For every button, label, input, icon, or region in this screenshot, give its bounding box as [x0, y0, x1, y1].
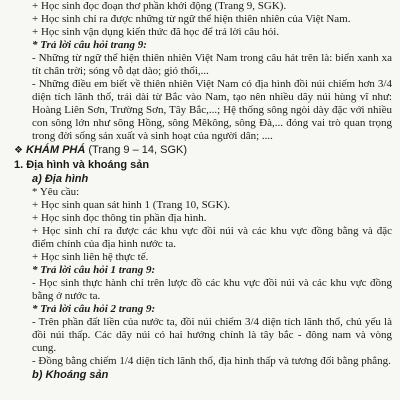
- paragraph: - Những từ ngữ thể hiện thiên nhiên Việt Nam trong câu hát trên là: biển xanh xa tít chân trời; sóng vỗ dạt dào; gió thổi,...: [32, 52, 392, 77]
- paragraph: - Những điều em biết về thiên nhiên Việt Nam có địa hình đồi núi chiếm hơn 3/4 diện tích lãnh thổ, trải dài từ Bắc vào Nam, tạo nên nhiều dãy núi hùng vĩ như: Hoàng Liên Sơn, Trường Sơn, Tây Bắc,...; Hệ thống sông ngòi dày đặc với nhiều con sông lớn như sông Hồng, sông Mêkông, sông Đà,... đóng vai trò quan trọng trong đời sống sản xuất và sinh hoạt của người dân; ....: [32, 78, 392, 142]
- text-line: + Học sinh vận dụng kiến thức đã học để trả lời câu hỏi.: [32, 26, 280, 38]
- text-line: + Học sinh đọc đoạn thơ phần khởi động (Trang 9, SGK).: [32, 0, 287, 12]
- answer-heading: * Trả lời câu hỏi trang 9:: [32, 39, 147, 51]
- text-line: + Học sinh quan sát hình 1 (Trang 10, SGK).: [32, 199, 230, 211]
- text-line: + Học sinh chỉ ra được những từ ngữ thể hiện thiên nhiên của Việt Nam.: [32, 13, 351, 25]
- section-title-text: KHÁM PHÁ: [26, 144, 86, 156]
- text-line: - Đồng bằng chiếm 1/4 diện tích lãnh thổ, địa hình thấp và tương đối bằng phẳng.: [32, 355, 391, 367]
- text-line: * Yêu cầu:: [32, 186, 80, 198]
- text-line: + Học sinh liên hệ thực tế.: [32, 251, 149, 263]
- paragraph: - Trên phần đất liền của nước ta, đồi núi chiếm 3/4 diện tích lãnh thổ, chủ yếu là đồi núi thấp. Các dãy núi có hai hướng chính là tây bắc - đông nam và vòng cung.: [32, 316, 392, 354]
- section-title: [14, 143, 392, 158]
- answer-heading: * Trả lời câu hỏi 2 trang 9:: [32, 303, 156, 315]
- subsection-heading: b) Khoáng sản: [32, 369, 109, 381]
- diamond-icon: ❖: [14, 145, 23, 156]
- text-line: + Học sinh đọc thông tin phần địa hình.: [32, 212, 207, 224]
- answer-heading: * Trả lời câu hỏi 1 trang 9:: [32, 264, 156, 276]
- section-title-pages: (Trang 9 – 14, SGK): [85, 144, 188, 156]
- paragraph: - Học sinh thực hành chỉ trên lược đồ các khu vực đồi núi và các khu vực đồng bằng ở nước ta.: [32, 277, 392, 302]
- subsection-title: 1. Địa hình và khoáng sản: [14, 159, 150, 171]
- paragraph: + Học sinh chỉ ra được các khu vực đồi núi và các khu vực đồng bằng và đặc điểm chính của địa hình nước ta.: [32, 225, 392, 250]
- subsection-heading: a) Địa hình: [32, 173, 89, 185]
